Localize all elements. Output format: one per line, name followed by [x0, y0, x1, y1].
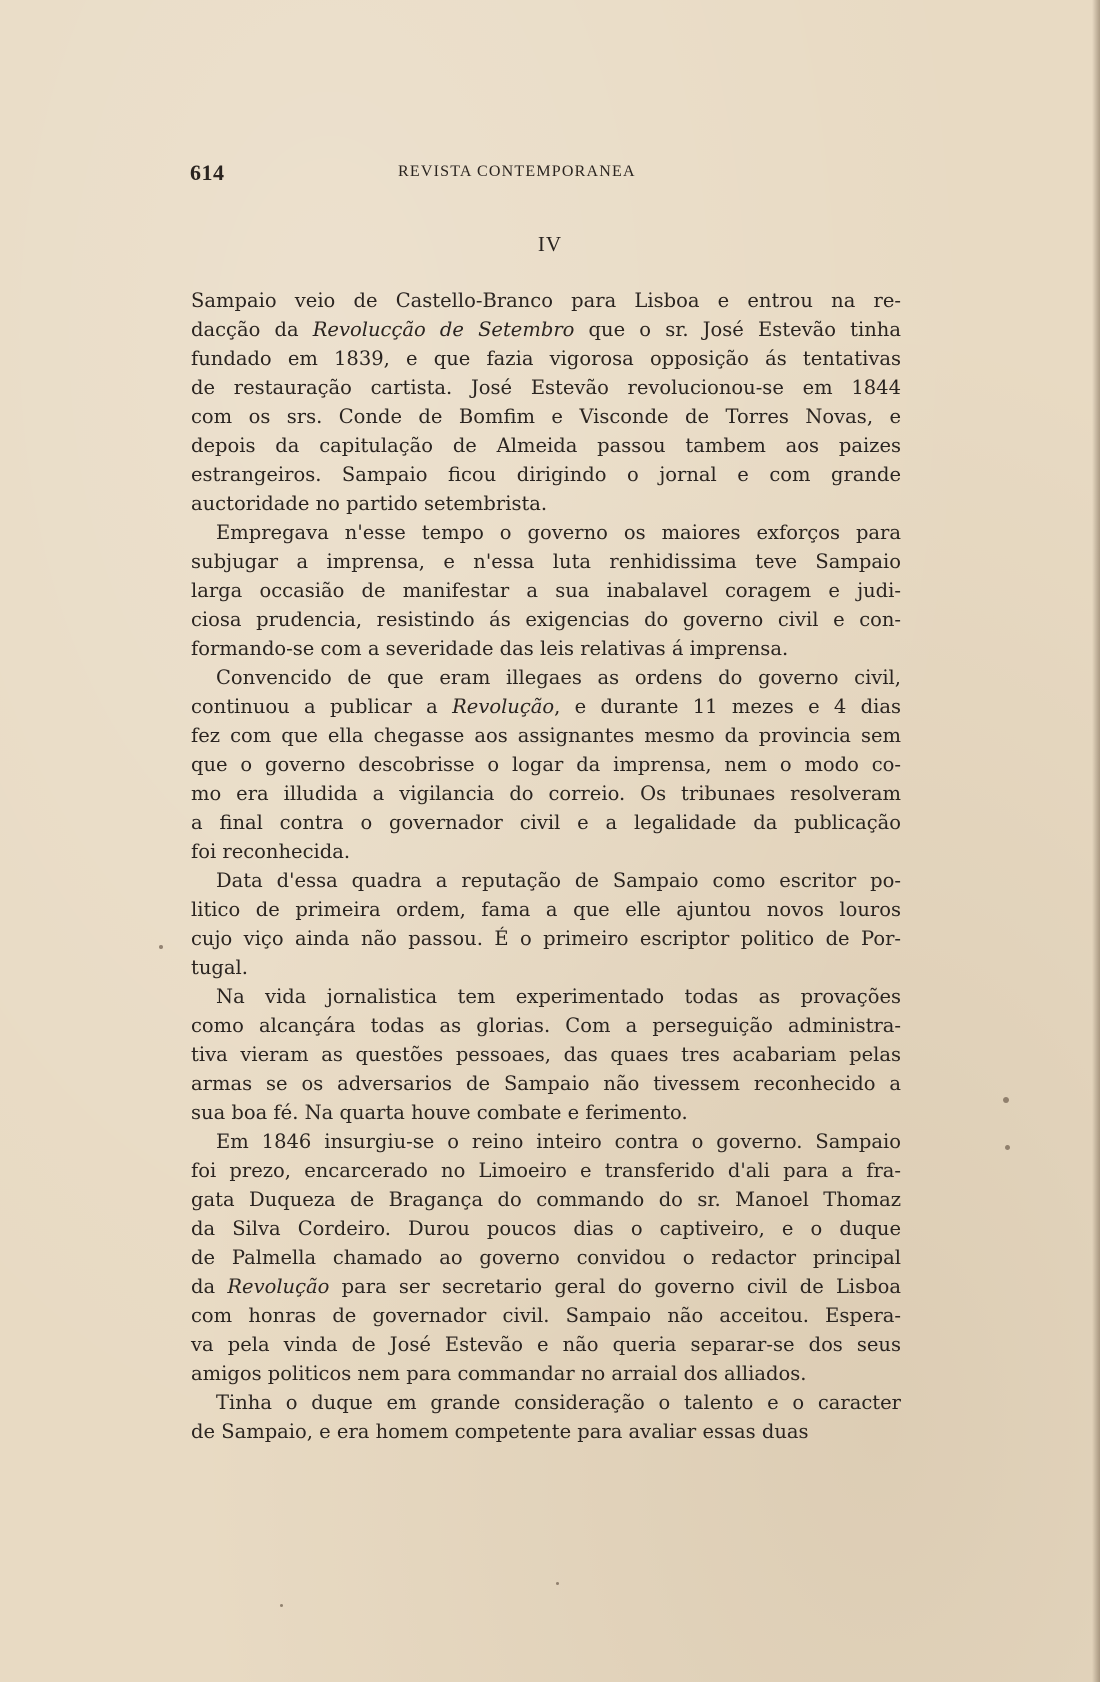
text-segment: gata Duqueza de Bragança do commando do sr. Manoel Thomaz — [191, 1188, 901, 1211]
text-segment: fundado em 1839, e que fazia vigorosa opposição ás tentativas — [191, 347, 901, 370]
text-segment: Tinha o duque em grande consideração o talento e o caracter — [216, 1391, 901, 1414]
page-number: 614 — [190, 160, 225, 185]
italic-title: Revolução — [227, 1275, 330, 1298]
text-segment: Data d'essa quadra a reputação de Sampaio como escritor po- — [216, 869, 901, 892]
text-line — [191, 895, 901, 924]
text-line — [191, 1359, 901, 1388]
text-line — [191, 547, 901, 576]
text-segment: continuou a publicar a — [191, 695, 453, 718]
italic-title: Revolução — [452, 695, 555, 718]
text-segment: a final contra o governador civil e a legalidade da publicação — [191, 811, 901, 834]
text-segment: Em 1846 insurgiu-se o reino inteiro contra o governo. Sampaio — [216, 1130, 901, 1153]
text-segment: fez com que ella chegasse aos assignantes mesmo da provincia sem — [191, 724, 901, 747]
text-segment: Na vida jornalistica tem experimentado todas as provações — [216, 985, 901, 1008]
text-line — [191, 1011, 901, 1040]
text-segment: mo era illudida a vigilancia do correio. Os tribunaes resolveram — [191, 782, 901, 805]
text-line — [191, 1272, 901, 1301]
text-line — [191, 460, 901, 489]
text-segment: tugal. — [191, 956, 248, 979]
running-header — [190, 160, 900, 184]
text-line — [191, 1243, 901, 1272]
text-segment: foi reconhecida. — [191, 840, 351, 863]
running-title: REVISTA CONTEMPORANEA — [398, 163, 636, 180]
text-segment: Empregava n'esse tempo o governo os maiores exforços para — [216, 521, 901, 544]
text-segment: ciosa prudencia, resistindo ás exigencias do governo civil e con- — [191, 608, 901, 631]
text-segment: litico de primeira ordem, fama a que elle ajuntou novos louros — [191, 898, 901, 921]
text-line — [191, 431, 901, 460]
text-segment: que o governo descobrisse o logar da imprensa, nem o modo co- — [191, 753, 901, 776]
text-segment: cujo viço ainda não passou. É o primeiro escriptor politico de Por- — [191, 927, 901, 950]
text-line — [191, 982, 901, 1011]
text-segment: estrangeiros. Sampaio ficou dirigindo o jornal e com grande — [191, 463, 901, 486]
text-segment: de restauração cartista. José Estevão revolucionou-se em 1844 — [191, 376, 901, 399]
paragraph — [191, 1127, 901, 1388]
text-line — [191, 750, 901, 779]
text-segment: armas se os adversarios de Sampaio não tivessem reconhecido a — [191, 1072, 901, 1095]
text-segment: da — [191, 1275, 228, 1298]
text-segment: que o sr. José Estevão tinha — [574, 318, 901, 341]
text-segment: larga occasião de manifestar a sua inabalavel coragem e judi- — [191, 579, 901, 602]
text-line — [191, 1040, 901, 1069]
article-body — [191, 286, 901, 1446]
text-segment: formando-se com a severidade das leis relativas á imprensa. — [191, 637, 789, 660]
text-line — [191, 373, 901, 402]
text-line — [191, 518, 901, 547]
paper-speck — [1003, 1097, 1009, 1103]
text-segment: Sampaio veio de Castello-Branco para Lisboa e entrou na re- — [191, 289, 901, 312]
text-segment: com os srs. Conde de Bomfim e Visconde de Torres Novas, e — [191, 405, 901, 428]
text-line — [191, 866, 901, 895]
text-line — [191, 1098, 901, 1127]
text-line — [191, 489, 901, 518]
text-line — [191, 1127, 901, 1156]
text-line — [191, 663, 901, 692]
text-line — [191, 605, 901, 634]
text-segment: depois da capitulação de Almeida passou tambem aos paizes — [191, 434, 901, 457]
paragraph — [191, 286, 901, 518]
text-line — [191, 315, 901, 344]
text-line — [191, 1330, 901, 1359]
text-line — [191, 1185, 901, 1214]
text-line — [191, 779, 901, 808]
text-line — [191, 402, 901, 431]
italic-title: Revolucção de Setembro — [312, 318, 575, 341]
text-line — [191, 286, 901, 315]
paragraph — [191, 866, 901, 982]
paragraph — [191, 1388, 901, 1446]
paper-speck — [159, 945, 163, 949]
text-segment: foi prezo, encarcerado no Limoeiro e transferido d'ali para a fra- — [191, 1159, 901, 1182]
text-segment: sua boa fé. Na quarta houve combate e ferimento. — [191, 1101, 688, 1124]
text-segment: de Sampaio, e era homem competente para avaliar essas duas — [191, 1420, 809, 1443]
text-segment: como alcançára todas as glorias. Com a perseguição administra- — [191, 1014, 901, 1037]
text-line — [191, 924, 901, 953]
paper-speck — [280, 1604, 283, 1607]
text-segment: tiva vieram as questões pessoaes, das quaes tres acabariam pelas — [191, 1043, 901, 1066]
text-segment: com honras de governador civil. Sampaio não acceitou. Espera- — [191, 1304, 901, 1327]
text-line — [191, 1214, 901, 1243]
paragraph — [191, 982, 901, 1127]
text-segment: auctoridade no partido setembrista. — [191, 492, 548, 515]
text-line — [191, 1069, 901, 1098]
text-line — [191, 344, 901, 373]
text-line — [191, 1388, 901, 1417]
text-segment: subjugar a imprensa, e n'essa luta renhidissima teve Sampaio — [191, 550, 901, 573]
text-segment: dacção da — [191, 318, 313, 341]
paragraph — [191, 518, 901, 663]
text-line — [191, 634, 901, 663]
text-line — [191, 1417, 901, 1446]
paragraph — [191, 663, 901, 866]
text-segment: para ser secretario geral do governo civil de Lisboa — [329, 1275, 901, 1298]
text-segment: de Palmella chamado ao governo convidou o redactor principal — [191, 1246, 901, 1269]
text-line — [191, 837, 901, 866]
text-line — [191, 576, 901, 605]
text-segment: , e durante 11 mezes e 4 dias — [554, 695, 901, 718]
text-segment: da Silva Cordeiro. Durou poucos dias o captiveiro, e o duque — [191, 1217, 901, 1240]
section-numeral: IV — [537, 232, 563, 256]
text-line — [191, 1301, 901, 1330]
text-line — [191, 1156, 901, 1185]
text-line — [191, 721, 901, 750]
paper-speck — [556, 1582, 559, 1585]
text-segment: va pela vinda de José Estevão e não queria separar-se dos seus — [191, 1333, 901, 1356]
text-line — [191, 953, 901, 982]
paper-speck — [1005, 1145, 1010, 1150]
text-line — [191, 692, 901, 721]
text-segment: amigos politicos nem para commandar no arraial dos alliados. — [191, 1362, 807, 1385]
text-line — [191, 808, 901, 837]
text-segment: Convencido de que eram illegaes as ordens do governo civil, — [216, 666, 901, 689]
